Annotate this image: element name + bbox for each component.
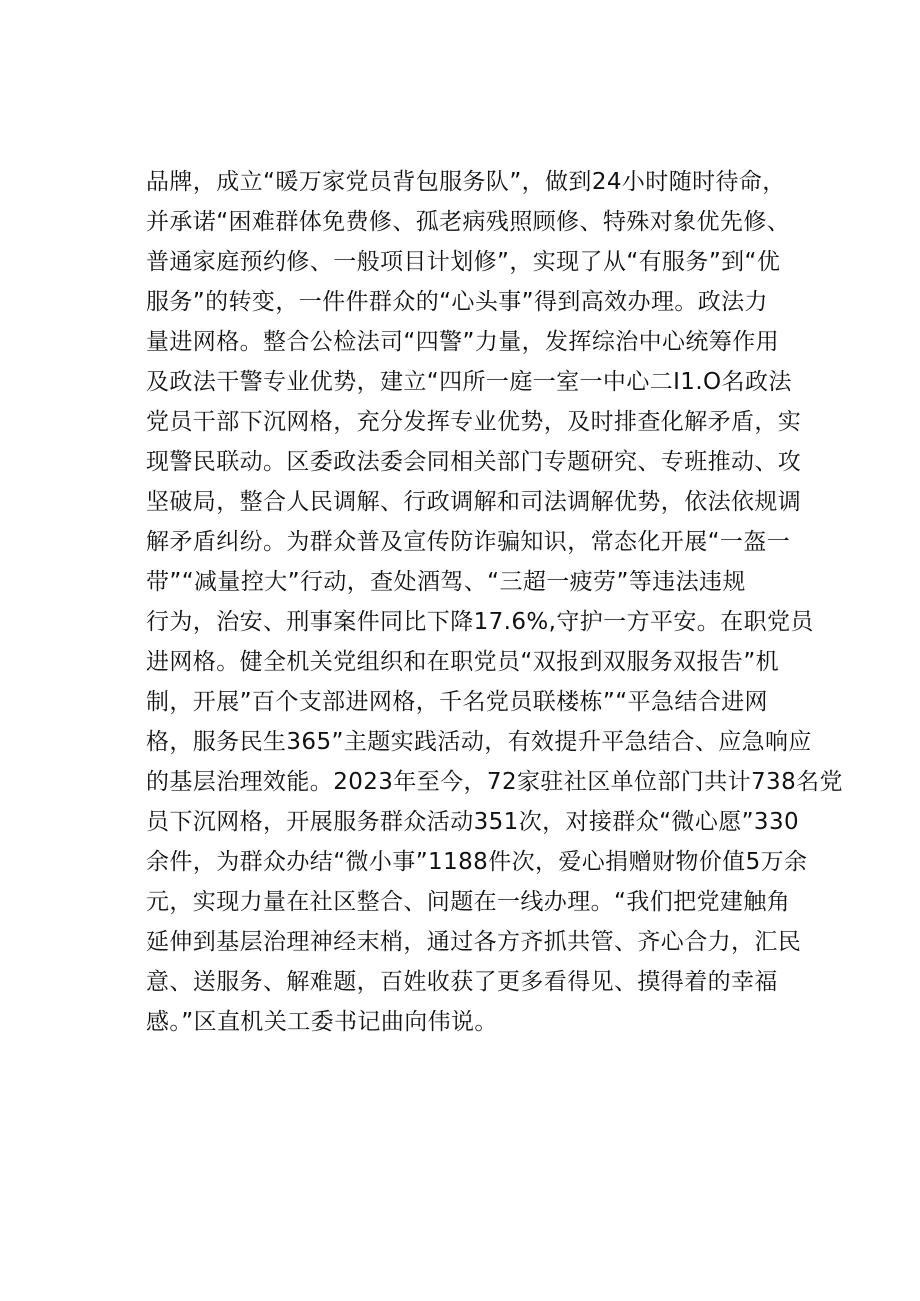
paragraph-line: 坚破局，整合人民调解、行政调解和司法调解优势，依法依规调 xyxy=(146,489,802,515)
paragraph-line: 品牌，成立“暖万家党员背包服务队”，做到24小时随时待命， xyxy=(146,169,786,195)
body-paragraph xyxy=(146,162,843,1042)
paragraph-line: 格，服务民生365”主题实践活动，有效提升平急结合、应急响应 xyxy=(146,729,812,755)
paragraph-line: 带”“减量控大”行动，查处酒驾、“三超一疲劳”等违法违规 xyxy=(146,569,746,595)
paragraph-line: 进网格。健全机关党组织和在职党员“双报到双服务双报告”机 xyxy=(146,649,780,675)
paragraph-line: 党员干部下沉网格，充分发挥专业优势，及时排查化解矛盾，实 xyxy=(146,409,802,435)
paragraph-line: 量进网格。整合公检法司“四警”力量，发挥综治中心统筹作用 xyxy=(146,329,780,355)
paragraph-line: 余件，为群众办结“微小事”1188件次，爱心捐赠财物价值5万余 xyxy=(146,849,808,875)
paragraph-line: 的基层治理效能。2023年至今，72家驻社区单位部门共计738名党 xyxy=(146,769,843,795)
paragraph-line: 解矛盾纠纷。为群众普及宣传防诈骗知识，常态化开展“一盔一 xyxy=(146,529,791,555)
paragraph-line: 延伸到基层治理神经末梢，通过各方齐抓共管、齐心合力，汇民 xyxy=(146,929,802,955)
paragraph-line: 感。”区直机关工委书记曲向伟说。 xyxy=(146,1009,498,1035)
paragraph-line: 普通家庭预约修、一般项目计划修”，实现了从“有服务”到“优 xyxy=(146,249,781,275)
paragraph-line: 制，开展”百个支部进网格，千名党员联楼栋”“平急结合进网 xyxy=(146,689,768,715)
paragraph-line: 行为，治安、刑事案件同比下降17.6%,守护一方平安。在职党员 xyxy=(146,609,814,635)
paragraph-line: 及政法干警专业优势，建立“四所一庭一室一中心二I1.O名政法 xyxy=(146,369,792,395)
paragraph-line: 员下沉网格，开展服务群众活动351次，对接群众“微心愿”330 xyxy=(146,809,800,835)
paragraph-line: 并承诺“困难群体免费修、孤老病残照顾修、特殊对象优先修、 xyxy=(146,209,791,235)
paragraph-line: 元，实现力量在社区整合、问题在一线办理。“我们把党建触角 xyxy=(146,889,791,915)
paragraph-line: 服务”的转变，一件件群众的“心头事”得到高效办理。政法力 xyxy=(146,289,768,315)
paragraph-line: 意、送服务、解难题，百姓收获了更多看得见、摸得着的幸福 xyxy=(146,969,778,995)
paragraph-line: 现警民联动。区委政法委会同相关部门专题研究、专班推动、攻 xyxy=(146,449,802,475)
